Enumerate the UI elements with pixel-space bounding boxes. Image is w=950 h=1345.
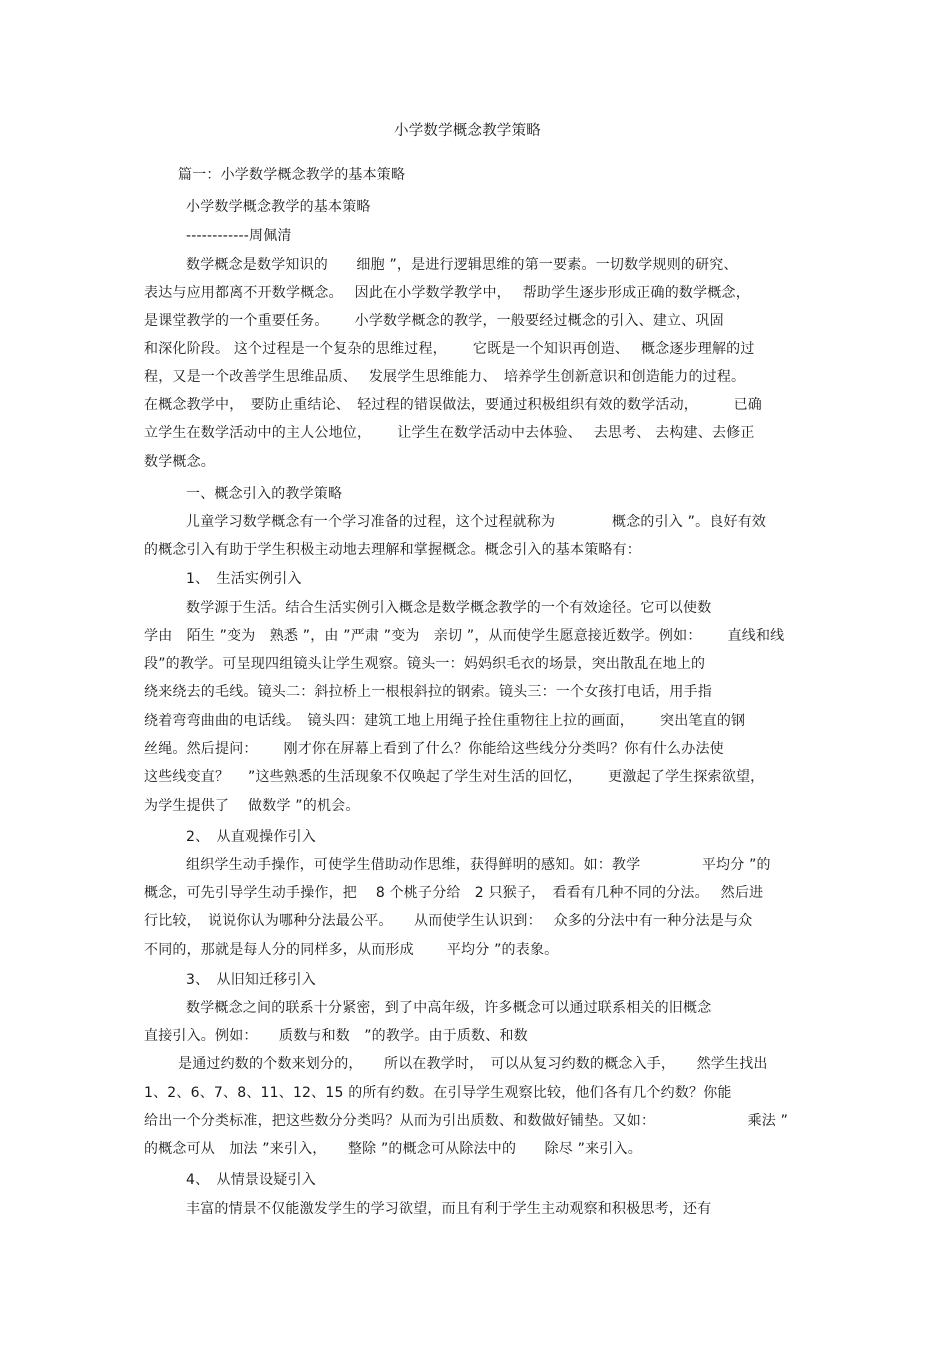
body-line: 数学概念。 [144,454,215,470]
body-line: 表达与应用都离不开数学概念。 因此在小学数学教学中， 帮助学生逐步形成正确的数学概念， [144,285,750,301]
subheading-1: 1、 生活实例引入 [186,571,302,587]
body-line: 给出一个分类标准，把这些数分分类吗？从而为引出质数、和数做好铺垫。又如： 乘法 ” [144,1113,789,1129]
body-line: 数学概念是数学知识的 细胞 ”，是进行逻辑思维的第一要素。一切数学规则的研究、 [186,257,738,273]
document-title: 小学数学概念教学策略 [394,123,541,139]
body-line: 丰富的情景不仅能激发学生的学习欲望，而且有利于学生主动观察和积极思考，还有 [186,1201,712,1217]
body-line: 不同的，那就是每人分的同样多，从而形成 平均分 ”的表象。 [144,942,559,958]
body-line: 学由 陌生 ”变为 熟悉 ”，由 ”严肃 ”变为 亲切 ”，从而使学生愿意接近数学。例如： 直线和线 [144,628,785,644]
body-line: 行比较， 说说你认为哪种分法最公平。 从而使学生认识到： 众多的分法中有一种分法是与众 [144,913,753,929]
body-line: 为学生提供了 做数学 ”的机会。 [144,798,360,814]
section-heading: 小学数学概念教学的基本策略 [186,199,371,215]
body-line: 丝绳。然后提问： 刚才你在屏幕上看到了什么？你能给这些线分分类吗？你有什么办法使 [144,741,724,757]
subheading-2: 2、 从直观操作引入 [186,829,316,845]
body-line: 直接引入。例如： 质数与和数 ”的教学。由于质数、和数 [144,1028,528,1044]
body-line: 绕着弯弯曲曲的电话线。 镜头四：建筑工地上用绳子拴住重物往上拉的画面， 突出笔直的钢 [144,713,746,729]
body-line: 程，又是一个改善学生思维品质、 发展学生思维能力、 培养学生创新意识和创造能力的过程。 [144,369,746,385]
body-line: 和深化阶段。 这个过程是一个复杂的思维过程， 它既是一个知识再创造、 概念逐步理解的过 [144,341,755,357]
body-line: 是课堂教学的一个重要任务。 小学数学概念的教学，一般要经过概念的引入、建立、巩固 [144,313,724,329]
body-line: 段”的教学。可呈现四组镜头让学生观察。镜头一：妈妈织毛衣的场景，突出散乱在地上的 [144,656,706,672]
body-line: 立学生在数学活动中的主人公地位， 让学生在数学活动中去体验、 去思考、 去构建、去修正 [144,425,755,441]
chapter-subtitle: 篇一：小学数学概念教学的基本策略 [178,167,406,183]
subheading-4: 4、 从情景设疑引入 [186,1172,316,1188]
body-line: 组织学生动手操作，可使学生借助动作思维，获得鲜明的感知。如：教学 平均分 ”的 [186,857,771,873]
body-line: 的概念引入有助于学生积极主动地去理解和掌握概念。概念引入的基本策略有： [144,542,641,558]
subheading-3: 3、 从旧知迁移引入 [186,972,316,988]
author-line: ------------周佩清 [186,228,292,244]
body-line: 的概念可从 加法 ”来引入， 整除 ”的概念可从除法中的 除尽 ”来引入。 [144,1141,642,1157]
body-line: 儿童学习数学概念有一个学习准备的过程，这个过程就称为 概念的引入 ”。良好有效 [186,514,767,530]
body-line: 是通过约数的个数来划分的， 所以在教学时， 可以从复习约数的概念入手， 然学生找出 [178,1056,768,1072]
section-heading-1: 一、概念引入的教学策略 [186,486,343,502]
body-line: 数学概念之间的联系十分紧密，到了中高年级，许多概念可以通过联系相关的旧概念 [186,1000,712,1016]
body-line: 这些线变直？ ”这些熟悉的生活现象不仅唤起了学生对生活的回忆， 更激起了学生探索欲望， [144,769,765,785]
body-line: 概念，可先引导学生动手操作，把 8 个桃子分给 2 只猴子， 看看有几种不同的分法。 然后进 [144,885,764,901]
body-line: 数学源于生活。结合生活实例引入概念是数学概念教学的一个有效途径。它可以使数 [186,600,712,616]
body-line: 绕来绕去的毛线。镜头二：斜拉桥上一根根斜拉的钢索。镜头三：一个女孩打电话，用手指 [144,684,712,700]
body-line: 在概念教学中， 要防止重结论、 轻过程的错误做法，要通过积极组织有效的数学活动， 已确 [144,397,762,413]
body-line: 1、2、6、7、8、11、12、15 的所有约数。在引导学生观察比较，他们各有几个约数？你能 [144,1085,732,1101]
